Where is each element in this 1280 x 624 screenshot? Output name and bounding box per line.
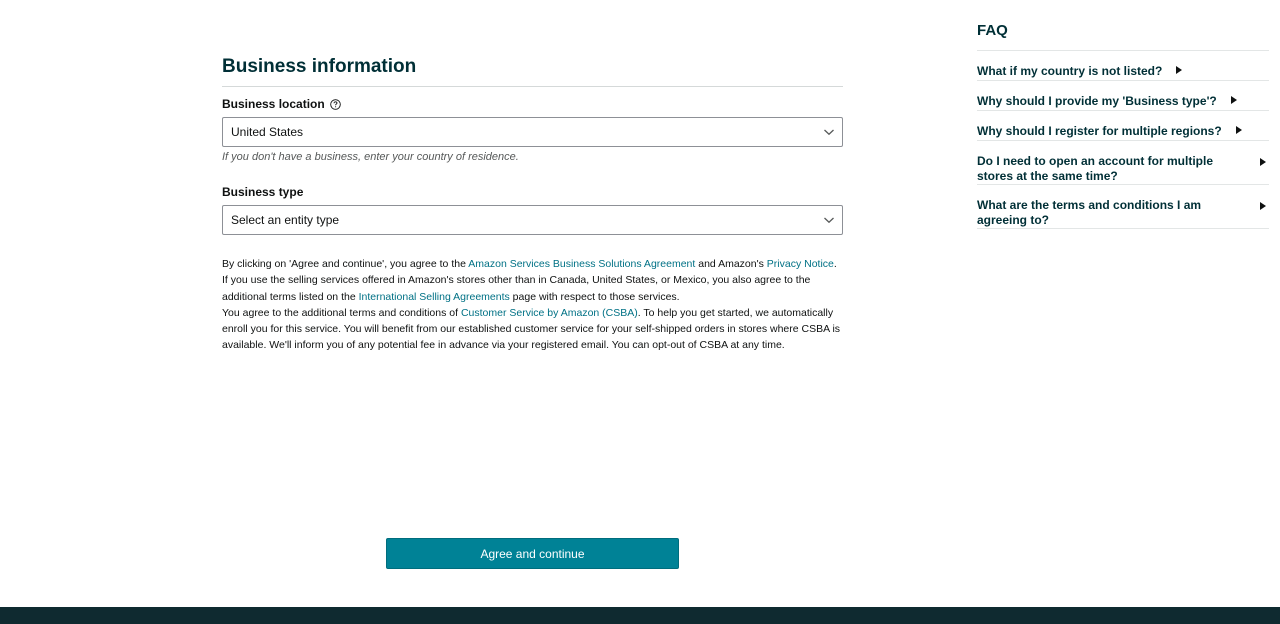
international-selling-agreements-link[interactable]: International Selling Agreements xyxy=(358,290,510,303)
chevron-down-icon xyxy=(823,127,835,137)
business-type-select[interactable] xyxy=(222,205,843,235)
faq-panel xyxy=(977,22,1269,229)
faq-question: What if my country is not listed? xyxy=(977,64,1163,78)
legal-text xyxy=(222,256,843,354)
business-location-hint: If you don't have a business, enter your country of residence. xyxy=(222,151,519,163)
agree-and-continue-button[interactable]: Agree and continue xyxy=(386,538,679,569)
faq-item-business-type[interactable] xyxy=(977,81,1269,111)
legal-paragraph-agreement xyxy=(222,256,843,272)
legal-paragraph-international xyxy=(222,272,843,305)
privacy-notice-link[interactable]: Privacy Notice xyxy=(766,258,834,270)
caret-right-icon xyxy=(1176,66,1182,74)
business-solutions-agreement-link[interactable]: Amazon Services Business Solutions Agreement xyxy=(468,258,696,270)
legal-text-segment: page with respect to those services. xyxy=(509,290,680,303)
business-location-value: United States xyxy=(231,125,304,139)
legal-text-segment: and Amazon's xyxy=(695,258,767,270)
caret-right-icon xyxy=(1236,126,1242,134)
faq-item-terms-conditions[interactable] xyxy=(977,185,1269,229)
business-location-label-text: Business location xyxy=(222,97,325,111)
section-title: Business information xyxy=(222,54,843,87)
faq-question: Why should I provide my 'Business type'? xyxy=(977,94,1217,108)
page-footer xyxy=(0,607,1280,624)
legal-text-segment: You agree to the additional terms and conditions of xyxy=(222,306,461,319)
caret-right-icon xyxy=(1260,158,1266,166)
faq-item-multiple-regions[interactable] xyxy=(977,111,1269,141)
business-type-value: Select an entity type xyxy=(231,213,340,227)
csba-link[interactable]: Customer Service by Amazon (CSBA) xyxy=(460,306,638,319)
caret-right-icon xyxy=(1231,96,1237,104)
legal-text-segment: . xyxy=(833,258,837,270)
question-circle-icon[interactable] xyxy=(330,99,341,110)
legal-text-segment: If you use the selling services offered in Amazon's stores other than in Canada, United States, or Mexico, you also agree to the additional terms listed on the xyxy=(222,274,811,303)
business-information-form xyxy=(222,54,843,354)
faq-item-country-not-listed[interactable] xyxy=(977,51,1269,81)
business-type-label-text: Business type xyxy=(222,185,304,199)
faq-question: Why should I register for multiple regions? xyxy=(977,124,1222,138)
legal-text-segment: By clicking on 'Agree and continue', you agree to the xyxy=(222,258,469,270)
chevron-down-icon xyxy=(823,215,835,225)
caret-right-icon xyxy=(1260,202,1266,210)
business-location-label xyxy=(222,96,843,112)
faq-item-multiple-stores[interactable] xyxy=(977,141,1269,185)
faq-title: FAQ xyxy=(977,22,1269,51)
faq-question: Do I need to open an account for multiple stores at the same time? xyxy=(977,154,1214,183)
faq-question: What are the terms and conditions I am agreeing to? xyxy=(977,198,1202,227)
business-location-select[interactable] xyxy=(222,117,843,147)
business-type-label xyxy=(222,184,843,200)
legal-text-segment: . To help you get started, we automatically enroll you for this service. You will benefit from our established customer service for your self-shipped orders in stores where CSBA is available. We'll inform you of any potential fee in advance via your registered email. You can opt-out of CSBA at any time. xyxy=(222,306,841,352)
legal-paragraph-csba xyxy=(222,305,843,354)
